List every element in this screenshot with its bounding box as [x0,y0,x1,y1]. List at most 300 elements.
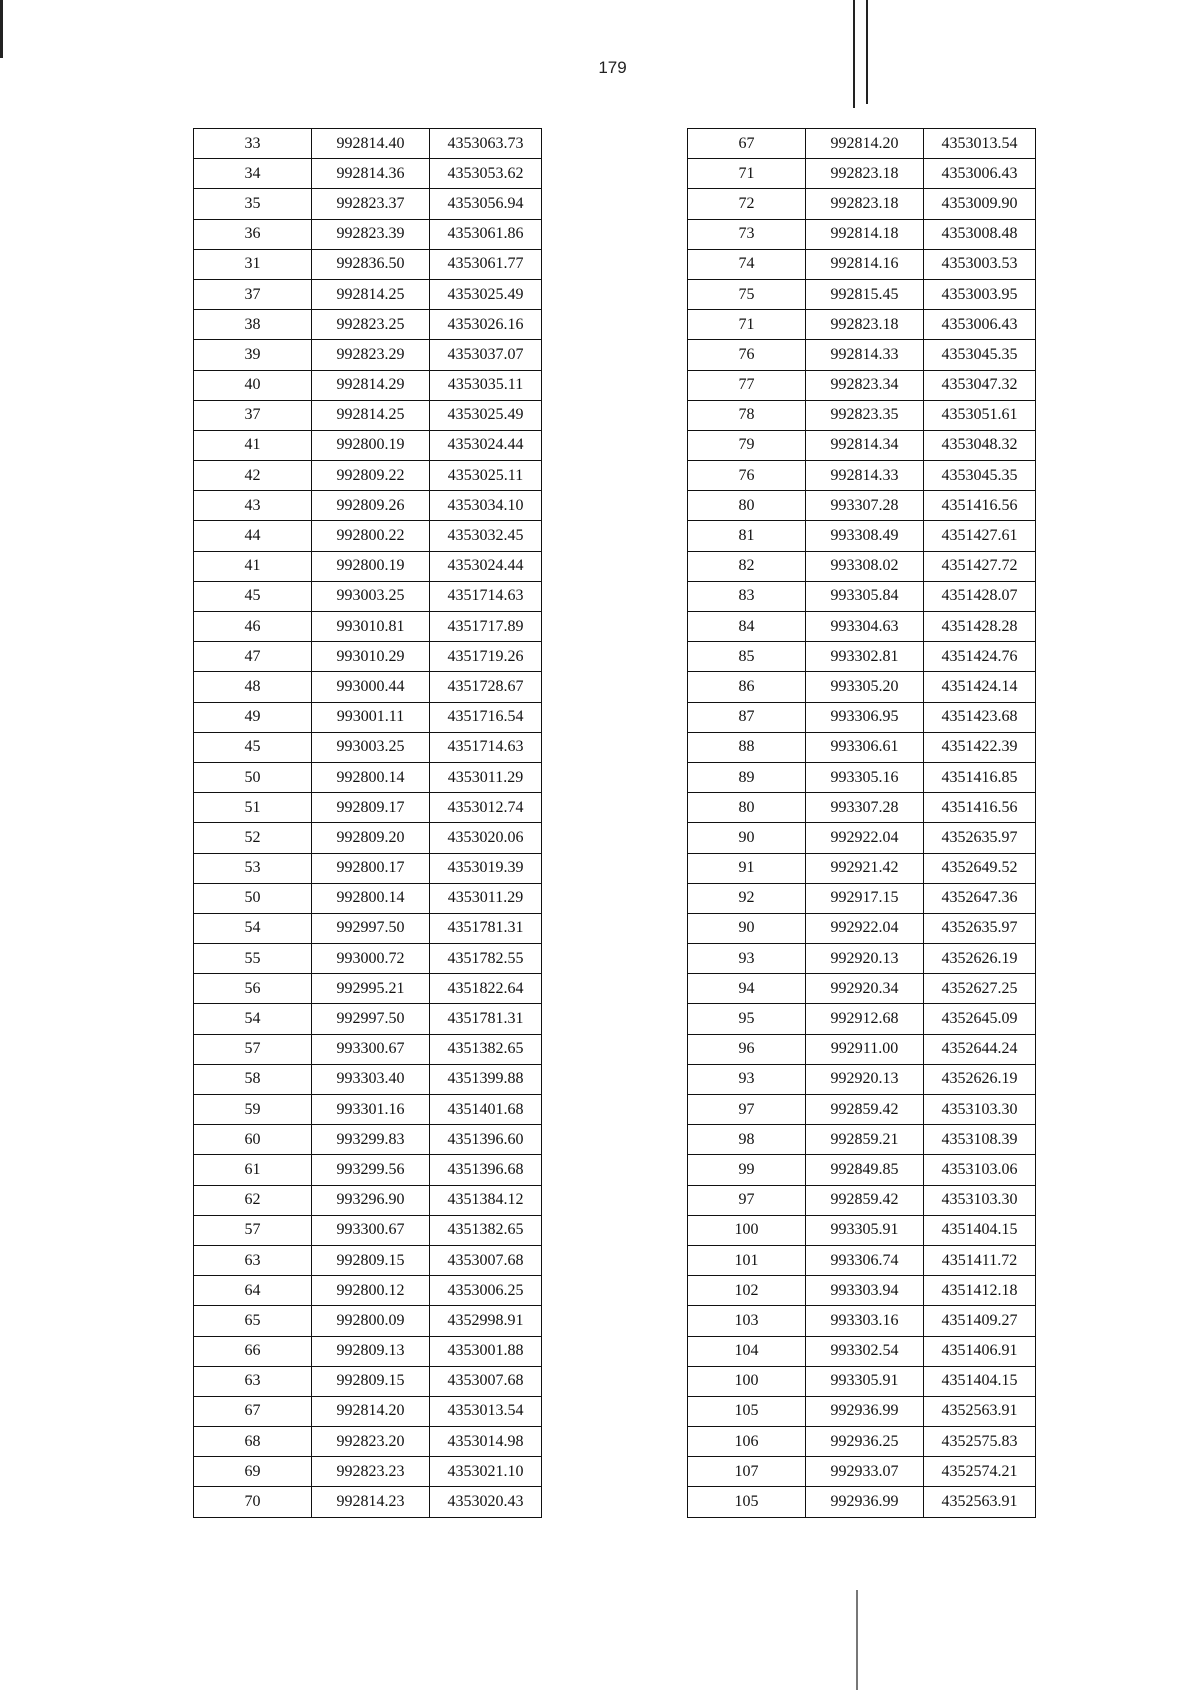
table-row [688,279,1036,309]
x-coordinate-cell: 992911.00 [806,1034,924,1064]
table-row [194,400,542,430]
point-number-cell: 40 [194,370,312,400]
x-coordinate-cell: 992823.35 [806,400,924,430]
table-row [194,672,542,702]
x-coordinate-cell: 992814.34 [806,430,924,460]
point-number-cell: 101 [688,1245,806,1275]
point-number-cell: 90 [688,823,806,853]
point-number-cell: 44 [194,521,312,551]
table-row [194,1396,542,1426]
point-number-cell: 107 [688,1457,806,1487]
x-coordinate-cell: 992814.36 [312,159,430,189]
x-coordinate-cell: 993305.84 [806,581,924,611]
y-coordinate-cell: 4353053.62 [430,159,542,189]
table-row [194,521,542,551]
y-coordinate-cell: 4353014.98 [430,1427,542,1457]
point-number-cell: 89 [688,762,806,792]
y-coordinate-cell: 4353008.48 [924,219,1036,249]
point-number-cell: 45 [194,732,312,762]
point-number-cell: 98 [688,1125,806,1155]
y-coordinate-cell: 4353103.30 [924,1185,1036,1215]
table-row [688,400,1036,430]
y-coordinate-cell: 4351416.85 [924,762,1036,792]
point-number-cell: 41 [194,551,312,581]
y-coordinate-cell: 4351728.67 [430,672,542,702]
y-coordinate-cell: 4353013.54 [924,129,1036,159]
x-coordinate-cell: 992921.42 [806,853,924,883]
table-row [688,853,1036,883]
y-coordinate-cell: 4351412.18 [924,1276,1036,1306]
y-coordinate-cell: 4353048.32 [924,430,1036,460]
y-coordinate-cell: 4353061.86 [430,219,542,249]
table-row [194,853,542,883]
x-coordinate-cell: 992814.40 [312,129,430,159]
x-coordinate-cell: 992823.20 [312,1427,430,1457]
x-coordinate-cell: 993305.20 [806,672,924,702]
table-row [688,461,1036,491]
y-coordinate-cell: 4353047.32 [924,370,1036,400]
x-coordinate-cell: 992815.45 [806,279,924,309]
table-row [688,1034,1036,1064]
point-number-cell: 38 [194,310,312,340]
x-coordinate-cell: 992836.50 [312,249,430,279]
x-coordinate-cell: 993308.49 [806,521,924,551]
point-number-cell: 41 [194,430,312,460]
table-row [688,1276,1036,1306]
x-coordinate-cell: 992814.25 [312,279,430,309]
x-coordinate-cell: 992997.50 [312,913,430,943]
x-coordinate-cell: 992809.15 [312,1245,430,1275]
x-coordinate-cell: 993301.16 [312,1095,430,1125]
point-number-cell: 67 [194,1396,312,1426]
point-number-cell: 95 [688,1004,806,1034]
y-coordinate-cell: 4353108.39 [924,1125,1036,1155]
point-number-cell: 54 [194,913,312,943]
point-number-cell: 74 [688,249,806,279]
table-row [688,1095,1036,1125]
y-coordinate-cell: 4351714.63 [430,732,542,762]
x-coordinate-cell: 992920.13 [806,1064,924,1094]
y-coordinate-cell: 4353034.10 [430,491,542,521]
x-coordinate-cell: 993305.16 [806,762,924,792]
y-coordinate-cell: 4352627.25 [924,974,1036,1004]
table-row [688,1064,1036,1094]
point-number-cell: 51 [194,793,312,823]
y-coordinate-cell: 4353019.39 [430,853,542,883]
point-number-cell: 50 [194,762,312,792]
y-coordinate-cell: 4353012.74 [430,793,542,823]
x-coordinate-cell: 993306.74 [806,1245,924,1275]
x-coordinate-cell: 993303.94 [806,1276,924,1306]
x-coordinate-cell: 992814.33 [806,461,924,491]
point-number-cell: 94 [688,974,806,1004]
point-number-cell: 105 [688,1396,806,1426]
x-coordinate-cell: 992823.29 [312,340,430,370]
table-row [688,249,1036,279]
point-number-cell: 99 [688,1155,806,1185]
x-coordinate-cell: 992814.25 [312,400,430,430]
x-coordinate-cell: 992823.18 [806,159,924,189]
y-coordinate-cell: 4353001.88 [430,1336,542,1366]
y-coordinate-cell: 4353051.61 [924,400,1036,430]
point-number-cell: 76 [688,461,806,491]
page-number: 179 [598,58,627,77]
coordinates-table-right [687,128,1036,1518]
point-number-cell: 73 [688,219,806,249]
x-coordinate-cell: 993003.25 [312,732,430,762]
table-row [688,430,1036,460]
y-coordinate-cell: 4352649.52 [924,853,1036,883]
y-coordinate-cell: 4351423.68 [924,702,1036,732]
x-coordinate-cell: 992814.18 [806,219,924,249]
y-coordinate-cell: 4351717.89 [430,612,542,642]
y-coordinate-cell: 4353020.06 [430,823,542,853]
point-number-cell: 84 [688,612,806,642]
y-coordinate-cell: 4351396.68 [430,1155,542,1185]
table-row [194,642,542,672]
table-row [194,249,542,279]
y-coordinate-cell: 4352563.91 [924,1396,1036,1426]
point-number-cell: 70 [194,1487,312,1517]
x-coordinate-cell: 992922.04 [806,913,924,943]
point-number-cell: 49 [194,702,312,732]
point-number-cell: 92 [688,883,806,913]
y-coordinate-cell: 4352626.19 [924,944,1036,974]
table-row [688,1004,1036,1034]
x-coordinate-cell: 992823.18 [806,189,924,219]
x-coordinate-cell: 992800.12 [312,1276,430,1306]
y-coordinate-cell: 4351382.65 [430,1034,542,1064]
y-coordinate-cell: 4351424.76 [924,642,1036,672]
point-number-cell: 88 [688,732,806,762]
y-coordinate-cell: 4353003.95 [924,279,1036,309]
y-coordinate-cell: 4352635.97 [924,913,1036,943]
table-row [194,129,542,159]
point-number-cell: 67 [688,129,806,159]
point-number-cell: 100 [688,1366,806,1396]
table-row [194,883,542,913]
y-coordinate-cell: 4353013.54 [430,1396,542,1426]
point-number-cell: 37 [194,400,312,430]
y-coordinate-cell: 4352626.19 [924,1064,1036,1094]
x-coordinate-cell: 992936.99 [806,1487,924,1517]
table-row [194,1457,542,1487]
table-row [688,370,1036,400]
point-number-cell: 65 [194,1306,312,1336]
table-row [688,1185,1036,1215]
table-row [194,219,542,249]
x-coordinate-cell: 992814.20 [806,129,924,159]
point-number-cell: 57 [194,1215,312,1245]
y-coordinate-cell: 4351782.55 [430,944,542,974]
table-row [194,823,542,853]
table-row [194,491,542,521]
table-row [688,762,1036,792]
x-coordinate-cell: 993306.95 [806,702,924,732]
point-number-cell: 68 [194,1427,312,1457]
point-number-cell: 76 [688,340,806,370]
scan-edge-mark [0,0,3,58]
table-row [194,1245,542,1275]
y-coordinate-cell: 4353003.53 [924,249,1036,279]
y-coordinate-cell: 4353024.44 [430,551,542,581]
x-coordinate-cell: 992814.20 [312,1396,430,1426]
table-row [688,1306,1036,1336]
x-coordinate-cell: 992800.19 [312,430,430,460]
x-coordinate-cell: 992859.42 [806,1185,924,1215]
table-row [688,340,1036,370]
x-coordinate-cell: 992823.39 [312,219,430,249]
y-coordinate-cell: 4351404.15 [924,1366,1036,1396]
table-row [194,1185,542,1215]
table-row [194,1125,542,1155]
table-row [194,1276,542,1306]
point-number-cell: 35 [194,189,312,219]
point-number-cell: 54 [194,1004,312,1034]
table-row [194,551,542,581]
point-number-cell: 60 [194,1125,312,1155]
x-coordinate-cell: 992800.14 [312,883,430,913]
y-coordinate-cell: 4351714.63 [430,581,542,611]
y-coordinate-cell: 4352647.36 [924,883,1036,913]
table-row [688,581,1036,611]
table-row [688,672,1036,702]
scan-binding-mark [856,1590,858,1690]
x-coordinate-cell: 993304.63 [806,612,924,642]
table-row [194,1095,542,1125]
x-coordinate-cell: 992809.17 [312,793,430,823]
point-number-cell: 102 [688,1276,806,1306]
x-coordinate-cell: 992809.13 [312,1336,430,1366]
coordinates-table-right-body [688,129,1036,1518]
y-coordinate-cell: 4353035.11 [430,370,542,400]
y-coordinate-cell: 4351409.27 [924,1306,1036,1336]
y-coordinate-cell: 4351422.39 [924,732,1036,762]
x-coordinate-cell: 992823.18 [806,310,924,340]
x-coordinate-cell: 993303.16 [806,1306,924,1336]
table-row [688,129,1036,159]
point-number-cell: 69 [194,1457,312,1487]
y-coordinate-cell: 4353020.43 [430,1487,542,1517]
y-coordinate-cell: 4351781.31 [430,1004,542,1034]
y-coordinate-cell: 4353025.11 [430,461,542,491]
x-coordinate-cell: 992823.34 [806,370,924,400]
point-number-cell: 33 [194,129,312,159]
x-coordinate-cell: 993307.28 [806,491,924,521]
x-coordinate-cell: 992936.25 [806,1427,924,1457]
table-row [194,1306,542,1336]
scan-binding-mark [866,0,868,104]
table-row [688,1396,1036,1426]
point-number-cell: 64 [194,1276,312,1306]
table-row [194,702,542,732]
point-number-cell: 81 [688,521,806,551]
y-coordinate-cell: 4351781.31 [430,913,542,943]
point-number-cell: 53 [194,853,312,883]
table-row [194,1064,542,1094]
table-row [688,1336,1036,1366]
y-coordinate-cell: 4351399.88 [430,1064,542,1094]
x-coordinate-cell: 993299.83 [312,1125,430,1155]
point-number-cell: 78 [688,400,806,430]
point-number-cell: 39 [194,340,312,370]
y-coordinate-cell: 4351382.65 [430,1215,542,1245]
y-coordinate-cell: 4353061.77 [430,249,542,279]
table-row [194,189,542,219]
table-row [194,1004,542,1034]
y-coordinate-cell: 4353037.07 [430,340,542,370]
y-coordinate-cell: 4351427.72 [924,551,1036,581]
table-row [688,702,1036,732]
y-coordinate-cell: 4351822.64 [430,974,542,1004]
y-coordinate-cell: 4353011.29 [430,883,542,913]
y-coordinate-cell: 4353024.44 [430,430,542,460]
x-coordinate-cell: 993302.54 [806,1336,924,1366]
y-coordinate-cell: 4351401.68 [430,1095,542,1125]
x-coordinate-cell: 992995.21 [312,974,430,1004]
y-coordinate-cell: 4352645.09 [924,1004,1036,1034]
x-coordinate-cell: 992809.15 [312,1366,430,1396]
y-coordinate-cell: 4351719.26 [430,642,542,672]
x-coordinate-cell: 992933.07 [806,1457,924,1487]
table-row [688,823,1036,853]
table-row [688,913,1036,943]
table-row [688,732,1036,762]
y-coordinate-cell: 4351428.28 [924,612,1036,642]
table-row [688,883,1036,913]
x-coordinate-cell: 992800.19 [312,551,430,581]
point-number-cell: 79 [688,430,806,460]
x-coordinate-cell: 992809.26 [312,491,430,521]
table-row [688,612,1036,642]
y-coordinate-cell: 4353026.16 [430,310,542,340]
y-coordinate-cell: 4353063.73 [430,129,542,159]
point-number-cell: 45 [194,581,312,611]
point-number-cell: 61 [194,1155,312,1185]
x-coordinate-cell: 992814.23 [312,1487,430,1517]
y-coordinate-cell: 4353032.45 [430,521,542,551]
point-number-cell: 47 [194,642,312,672]
table-row [688,1215,1036,1245]
y-coordinate-cell: 4352998.91 [430,1306,542,1336]
x-coordinate-cell: 993296.90 [312,1185,430,1215]
x-coordinate-cell: 992823.25 [312,310,430,340]
table-row [194,370,542,400]
x-coordinate-cell: 993307.28 [806,793,924,823]
table-row [194,1034,542,1064]
point-number-cell: 77 [688,370,806,400]
point-number-cell: 72 [688,189,806,219]
point-number-cell: 62 [194,1185,312,1215]
table-row [194,913,542,943]
point-number-cell: 36 [194,219,312,249]
point-number-cell: 83 [688,581,806,611]
y-coordinate-cell: 4353011.29 [430,762,542,792]
table-row [688,974,1036,1004]
point-number-cell: 103 [688,1306,806,1336]
y-coordinate-cell: 4351404.15 [924,1215,1036,1245]
x-coordinate-cell: 992849.85 [806,1155,924,1185]
point-number-cell: 42 [194,461,312,491]
table-row [688,159,1036,189]
table-row [688,1427,1036,1457]
y-coordinate-cell: 4353006.43 [924,310,1036,340]
y-coordinate-cell: 4353103.06 [924,1155,1036,1185]
table-row [194,159,542,189]
table-row [688,310,1036,340]
table-row [688,944,1036,974]
y-coordinate-cell: 4351424.14 [924,672,1036,702]
y-coordinate-cell: 4351416.56 [924,793,1036,823]
point-number-cell: 75 [688,279,806,309]
table-row [194,310,542,340]
x-coordinate-cell: 992997.50 [312,1004,430,1034]
point-number-cell: 90 [688,913,806,943]
x-coordinate-cell: 992809.20 [312,823,430,853]
point-number-cell: 58 [194,1064,312,1094]
coordinates-table-left [193,128,542,1518]
table-row [688,521,1036,551]
x-coordinate-cell: 992859.42 [806,1095,924,1125]
x-coordinate-cell: 992936.99 [806,1396,924,1426]
y-coordinate-cell: 4353006.43 [924,159,1036,189]
table-row [194,1336,542,1366]
x-coordinate-cell: 992814.16 [806,249,924,279]
point-number-cell: 86 [688,672,806,702]
point-number-cell: 96 [688,1034,806,1064]
coordinates-table-left-body [194,129,542,1518]
point-number-cell: 71 [688,310,806,340]
x-coordinate-cell: 993010.81 [312,612,430,642]
point-number-cell: 31 [194,249,312,279]
table-row [194,430,542,460]
point-number-cell: 93 [688,944,806,974]
table-row [194,762,542,792]
y-coordinate-cell: 4353045.35 [924,461,1036,491]
table-row [194,581,542,611]
point-number-cell: 55 [194,944,312,974]
point-number-cell: 87 [688,702,806,732]
point-number-cell: 57 [194,1034,312,1064]
table-row [688,1487,1036,1517]
table-row [688,1155,1036,1185]
point-number-cell: 56 [194,974,312,1004]
point-number-cell: 80 [688,491,806,521]
point-number-cell: 71 [688,159,806,189]
table-row [194,793,542,823]
table-row [194,944,542,974]
y-coordinate-cell: 4353009.90 [924,189,1036,219]
x-coordinate-cell: 993303.40 [312,1064,430,1094]
x-coordinate-cell: 993305.91 [806,1366,924,1396]
point-number-cell: 91 [688,853,806,883]
table-row [194,340,542,370]
y-coordinate-cell: 4351396.60 [430,1125,542,1155]
x-coordinate-cell: 992823.37 [312,189,430,219]
table-row [688,551,1036,581]
point-number-cell: 50 [194,883,312,913]
table-row [194,1215,542,1245]
point-number-cell: 104 [688,1336,806,1366]
y-coordinate-cell: 4351427.61 [924,521,1036,551]
y-coordinate-cell: 4353025.49 [430,279,542,309]
table-row [194,974,542,1004]
y-coordinate-cell: 4351411.72 [924,1245,1036,1275]
point-number-cell: 106 [688,1427,806,1457]
table-row [688,219,1036,249]
table-row [194,612,542,642]
point-number-cell: 100 [688,1215,806,1245]
